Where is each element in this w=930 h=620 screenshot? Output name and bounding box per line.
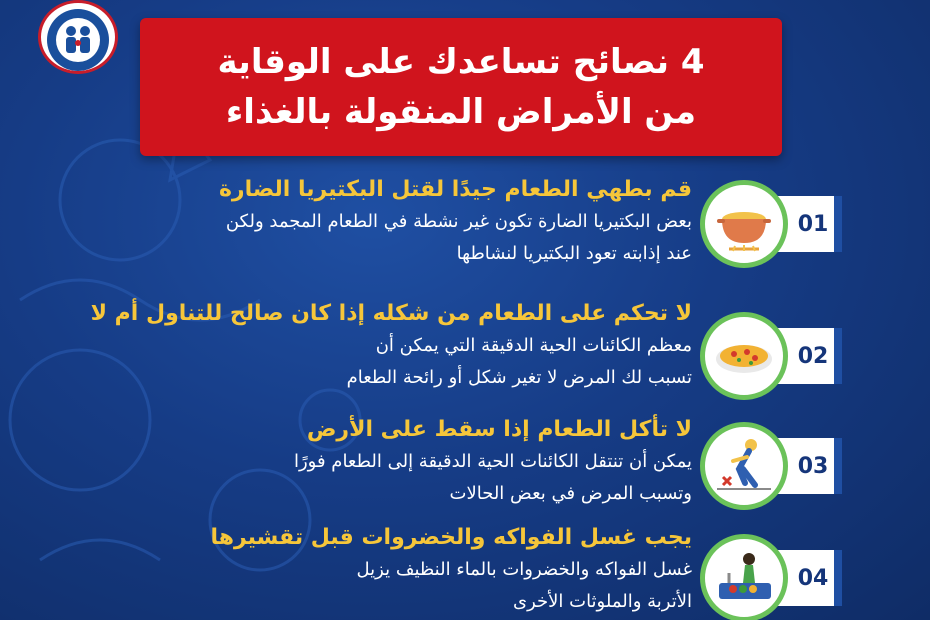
tip-badge-2	[700, 316, 848, 396]
title-banner	[140, 18, 782, 156]
family-icon	[47, 9, 109, 71]
tip-badge-3	[700, 426, 848, 506]
tip-heading: يجب غسل الفواكه والخضروات قبل تقشيرها	[210, 525, 692, 550]
tip-body-line: يمكن أن تنتقل الكائنات الحية الدقيقة إلى الطعام فورًا	[293, 451, 692, 472]
tip-body-line: تسبب لك المرض لا تغير شكل أو رائحة الطعام	[346, 367, 692, 388]
dropped-food-icon	[700, 422, 788, 510]
tip-heading: لا تأكل الطعام إذا سقط على الأرض	[306, 417, 692, 442]
cooking-pot-icon	[700, 180, 788, 268]
tip-badge-4	[700, 538, 848, 618]
tip-number: 04	[797, 565, 829, 591]
tip-badge-1	[700, 184, 848, 264]
tip-heading: قم بطهي الطعام جيدًا لقتل البكتيريا الضارة	[218, 177, 692, 202]
tip-number: 02	[797, 343, 829, 369]
tip-body-line: غسل الفواكه والخضروات بالماء النظيف يزيل	[356, 559, 692, 580]
washing-vegetables-icon	[700, 534, 788, 620]
tip-4	[32, 522, 692, 618]
page-title-line-2: من الأمراض المنقولة بالغذاء	[225, 92, 697, 132]
tip-3	[32, 414, 692, 510]
tip-body-line: بعض البكتيريا الضارة تكون غير نشطة في الطعام المجمد ولكن	[225, 211, 692, 232]
ministry-logo	[38, 0, 118, 74]
tip-2	[32, 298, 692, 394]
tip-body-line: الأتربة والملوثات الأخرى	[512, 591, 692, 612]
tip-1	[32, 174, 692, 270]
tip-number: 03	[797, 453, 829, 479]
tip-heading: لا تحكم على الطعام من شكله إذا كان صالح للتناول أم لا	[90, 301, 692, 326]
tip-body-line: عند إذابته تعود البكتيريا لنشاطها	[456, 243, 692, 264]
tip-body-line: وتسبب المرض في بعض الحالات	[449, 483, 692, 504]
tip-number: 01	[797, 211, 829, 237]
pizza-plate-icon	[700, 312, 788, 400]
tip-body-line: معظم الكائنات الحية الدقيقة التي يمكن أن	[375, 335, 692, 356]
page-title-line-1: 4 نصائح تساعدك على الوقاية	[217, 42, 705, 82]
